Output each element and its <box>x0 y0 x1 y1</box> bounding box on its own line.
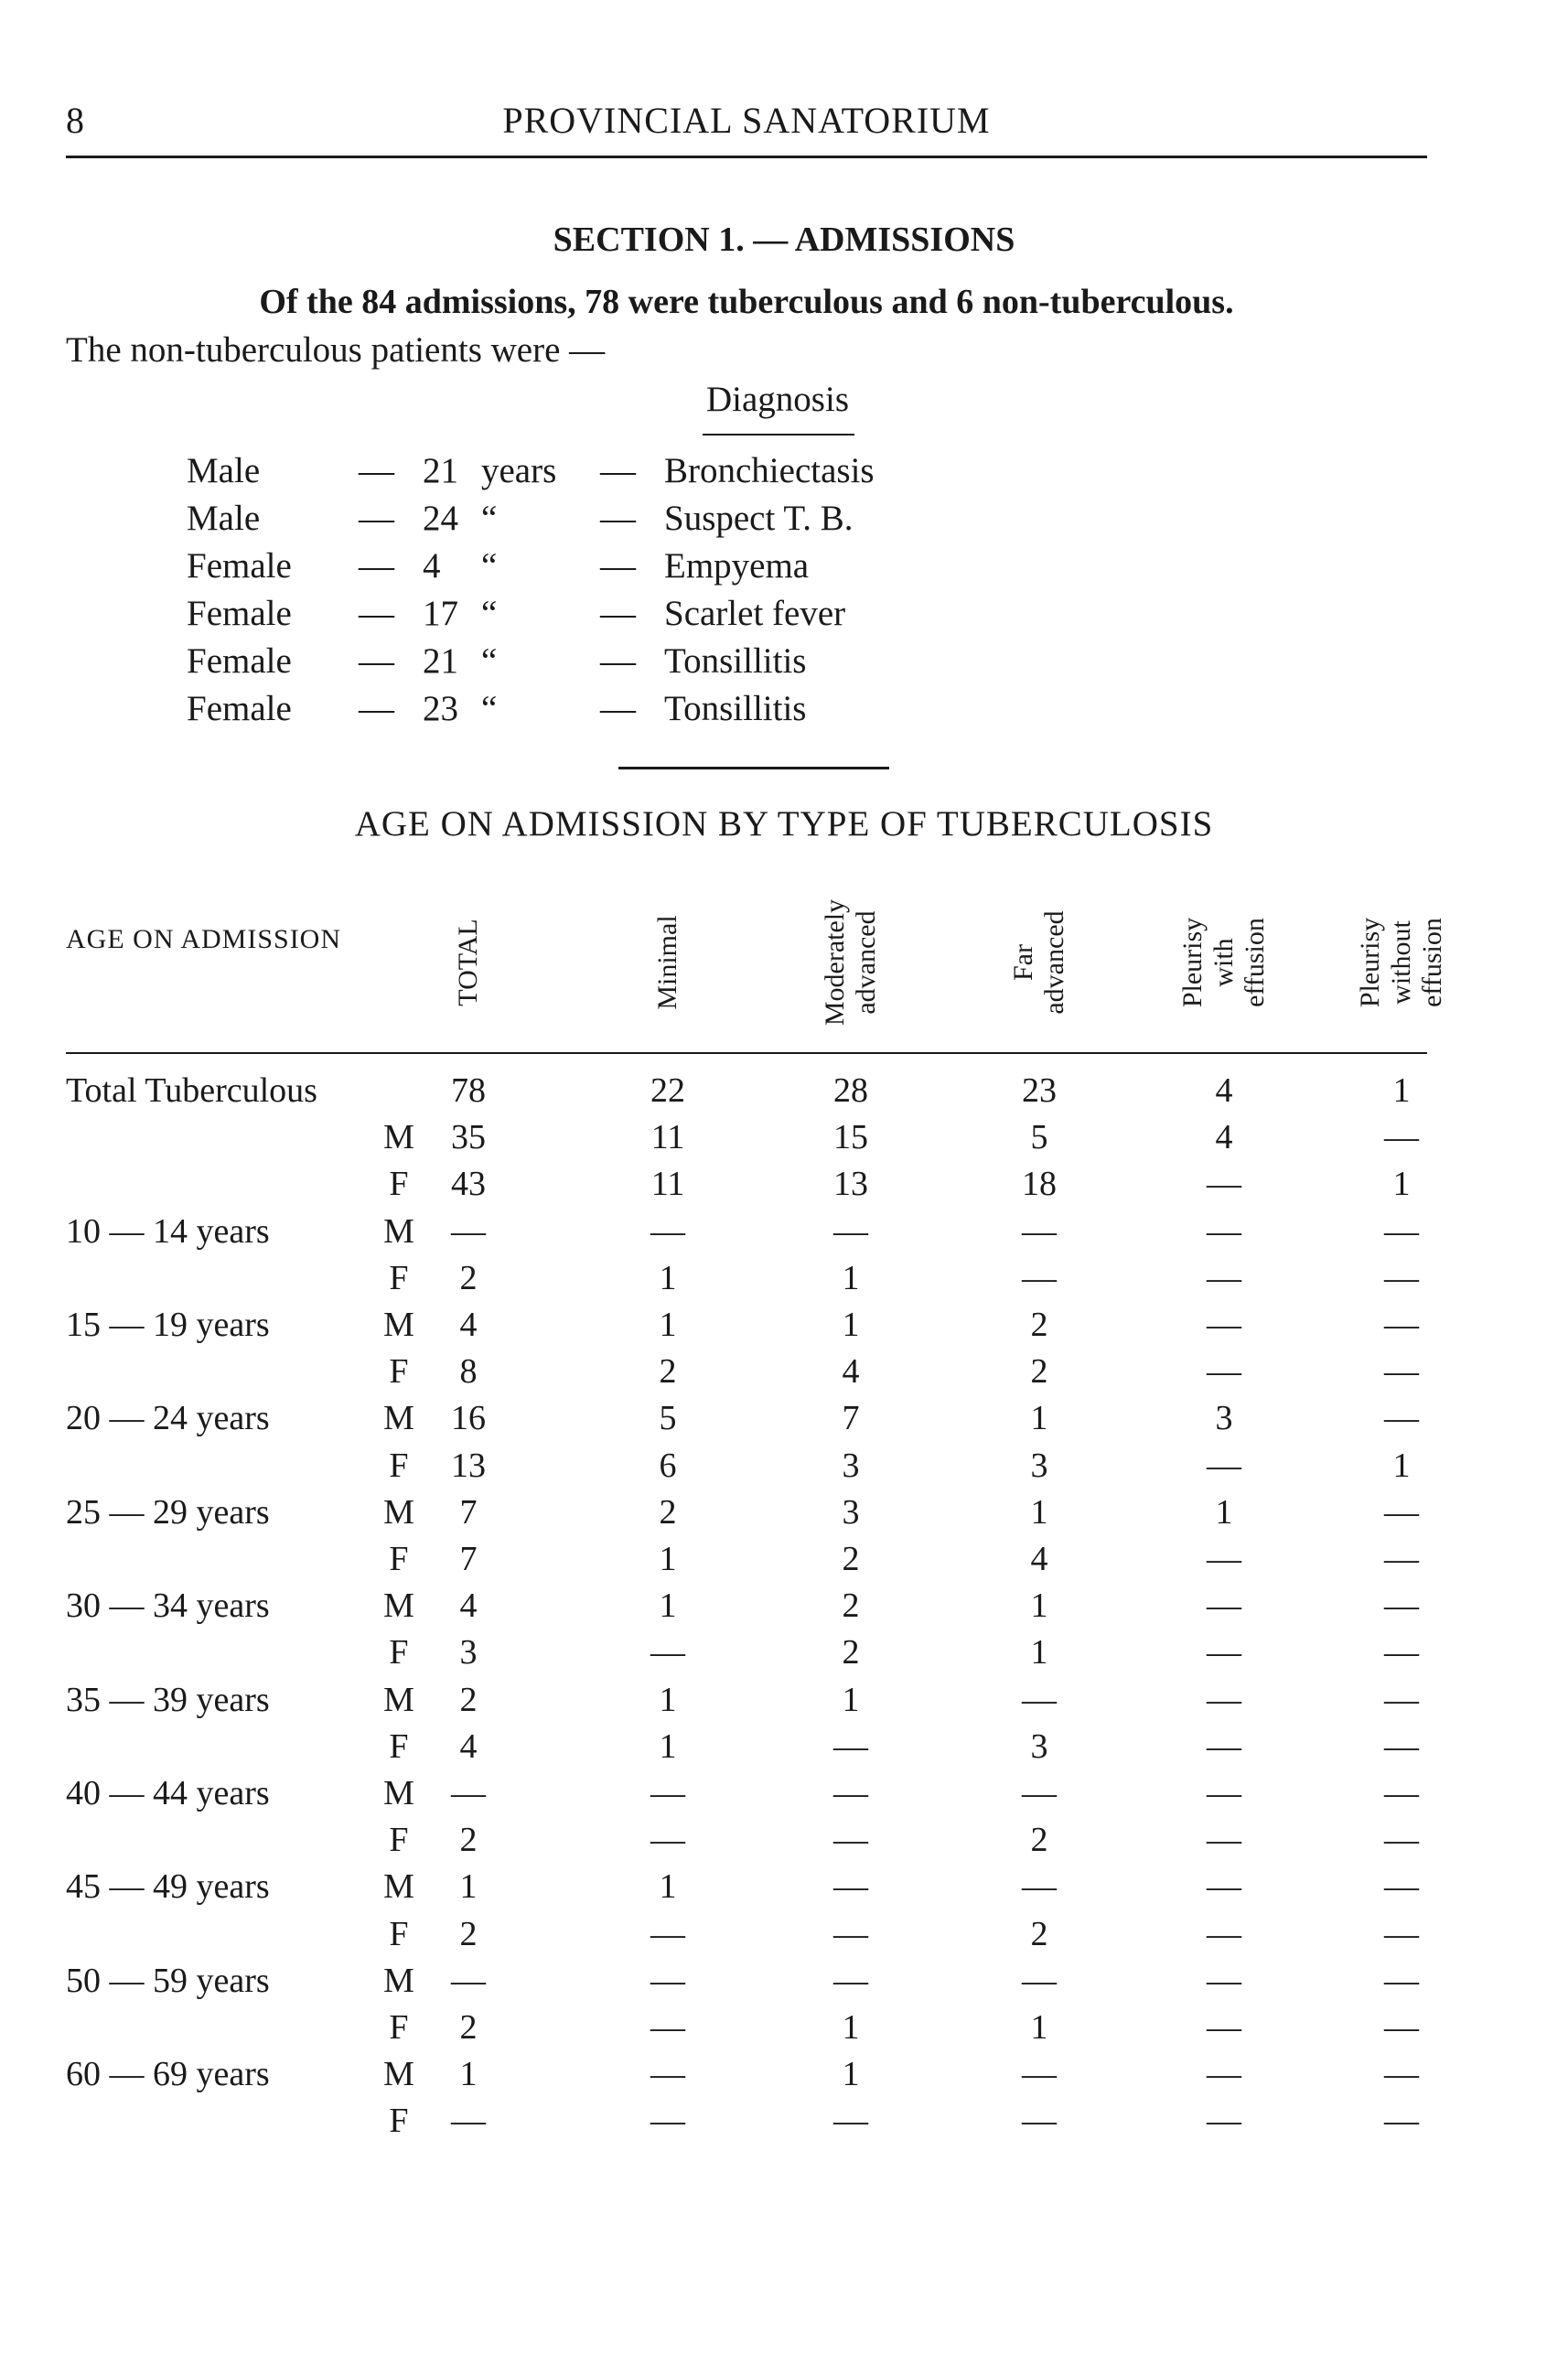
table-cell: — <box>1384 1726 1419 1766</box>
column-header-line: Far <box>1008 944 1038 982</box>
table-cell: 3 <box>1030 1446 1048 1485</box>
row-sex: M <box>383 1586 414 1626</box>
table-cell: 1 <box>659 1258 677 1297</box>
table-cell: — <box>1207 1961 1241 2000</box>
table-cell: — <box>650 2055 685 2094</box>
table-cell: 2 <box>1030 1352 1048 1392</box>
table-cell: — <box>833 1211 868 1251</box>
table-cell: 4 <box>1030 1540 1048 1578</box>
table-cell: — <box>833 1726 868 1766</box>
row-label: 50 — 59 years <box>66 1961 270 2000</box>
nt-dash1: — <box>359 641 394 681</box>
row-sex: M <box>383 1867 414 1907</box>
table-cell: 4 <box>459 1306 478 1344</box>
nt-diagnosis: Tonsillitis <box>664 641 807 681</box>
row-label: 40 — 44 years <box>66 1774 270 1812</box>
table-row <box>0 1446 1568 1493</box>
table-cell: — <box>1384 1961 1419 2000</box>
table-cell: 4 <box>459 1726 478 1766</box>
nt-sex: Female <box>187 546 292 586</box>
table-cell: 11 <box>650 1165 685 1204</box>
column-header-line: without <box>1386 920 1416 1005</box>
lead-sentence: The non-tuberculous patients were — <box>66 330 606 370</box>
table-cell: 1 <box>842 2008 860 2047</box>
row-sex: M <box>383 2055 414 2094</box>
row-sex: F <box>389 1352 409 1392</box>
table-cell: — <box>1207 1586 1241 1626</box>
row-sex: M <box>383 1680 414 1719</box>
nt-age: 23 <box>423 689 458 728</box>
table-cell: 1 <box>1030 1399 1048 1438</box>
table-cell: 1 <box>459 2055 478 2094</box>
non-tuberculous-row <box>0 498 1568 545</box>
table-cell: — <box>1384 1399 1419 1438</box>
table-cell: 2 <box>842 1586 860 1626</box>
table-cell: — <box>833 1961 868 2000</box>
table-cell: 4 <box>1215 1118 1233 1157</box>
table-cell: — <box>650 1821 685 1860</box>
nt-unit: “ <box>481 689 498 728</box>
page-number: 8 <box>66 100 84 141</box>
row-sex: F <box>389 2008 409 2047</box>
running-title: PROVINCIAL SANATORIUM <box>502 100 991 141</box>
table-row <box>0 1351 1568 1399</box>
table-cell: 7 <box>459 1540 478 1578</box>
table-cell: 1 <box>1030 2008 1048 2047</box>
nt-dash2: — <box>600 499 636 538</box>
table-cell: 2 <box>842 1633 860 1672</box>
table-cell: — <box>1207 1258 1241 1297</box>
column-header-line: Pleurisy <box>1355 917 1385 1008</box>
nt-diagnosis: Bronchiectasis <box>664 451 875 490</box>
nt-dash2: — <box>600 689 636 728</box>
table-row <box>0 1164 1568 1211</box>
table-cell: — <box>451 1211 486 1251</box>
table-cell: 3 <box>1215 1399 1233 1438</box>
table-cell: 2 <box>459 2008 478 2047</box>
nt-sex: Female <box>187 641 292 681</box>
table-cell: — <box>1207 2008 1241 2047</box>
nt-age: 17 <box>423 594 458 633</box>
table-cell: — <box>1384 1492 1419 1532</box>
row-sex: F <box>389 2102 409 2141</box>
table-cell: — <box>1384 1821 1419 1860</box>
table-cell: — <box>1022 2055 1057 2094</box>
table-cell: — <box>1207 1306 1241 1344</box>
table-cell: — <box>1207 1774 1241 1812</box>
row-label: 10 — 14 years <box>66 1211 270 1251</box>
table-row <box>0 1539 1568 1586</box>
table-cell: — <box>1022 2102 1057 2141</box>
row-sex: M <box>383 1306 414 1344</box>
table-cell: — <box>833 1774 868 1812</box>
row-sex: M <box>383 1211 414 1251</box>
nt-dash2: — <box>600 546 636 586</box>
table-cell: 7 <box>459 1492 478 1532</box>
table-cell: 13 <box>451 1446 486 1485</box>
table-cell: — <box>1384 1680 1419 1719</box>
table-cell: 5 <box>659 1399 677 1438</box>
non-tuberculous-row <box>0 545 1568 593</box>
section-divider <box>618 767 889 769</box>
row-sex: F <box>389 1540 409 1578</box>
table-row <box>0 1961 1568 2008</box>
row-sex: F <box>389 1914 409 1953</box>
row-sex: M <box>383 1399 414 1438</box>
page-header <box>66 99 1427 158</box>
table-cell: — <box>1022 1680 1057 1719</box>
table-cell: 3 <box>842 1492 860 1532</box>
nt-sex: Female <box>187 594 292 633</box>
table-cell: 43 <box>451 1165 486 1204</box>
table-cell: 13 <box>833 1165 868 1204</box>
table-cell: — <box>1207 1165 1241 1204</box>
table-cell: 1 <box>659 1306 677 1344</box>
column-header <box>1355 918 1448 1007</box>
nt-unit: “ <box>481 499 498 538</box>
table-cell: — <box>650 1914 685 1953</box>
table-cell: 1 <box>459 1867 478 1907</box>
table-cell: — <box>1207 1914 1241 1953</box>
table-cell: — <box>1384 1211 1419 1251</box>
column-header <box>1008 910 1070 1014</box>
non-tuberculous-row <box>0 450 1568 498</box>
non-tuberculous-row <box>0 688 1568 736</box>
non-tuberculous-row <box>0 640 1568 688</box>
table-cell: 1 <box>1030 1586 1048 1626</box>
table-cell: — <box>833 2102 868 2141</box>
table-cell: — <box>650 1633 685 1672</box>
table-row <box>0 1117 1568 1165</box>
row-sex: F <box>389 1726 409 1766</box>
nt-sex: Male <box>187 451 261 490</box>
diagnosis-underline <box>703 434 854 436</box>
nt-dash1: — <box>359 546 394 586</box>
table-cell: — <box>1207 1633 1241 1672</box>
table-cell: 3 <box>842 1446 860 1485</box>
column-header <box>820 899 882 1026</box>
table-row <box>0 1586 1568 1633</box>
diagnosis-heading: Diagnosis <box>706 380 849 419</box>
nt-unit: “ <box>481 546 498 586</box>
row-sex: M <box>383 1774 414 1812</box>
nt-diagnosis: Tonsillitis <box>664 689 807 728</box>
table-cell: — <box>833 1914 868 1953</box>
table-row <box>0 1866 1568 1914</box>
table-cell: 2 <box>459 1258 478 1297</box>
nt-sex: Female <box>187 689 292 728</box>
table-cell: — <box>1207 1680 1241 1719</box>
table-row <box>0 1726 1568 1774</box>
nt-unit: “ <box>481 641 498 681</box>
table-cell: — <box>1384 1540 1419 1578</box>
table-cell: — <box>650 2102 685 2141</box>
row-label: 45 — 49 years <box>66 1867 270 1907</box>
table-cell: 1 <box>659 1726 677 1766</box>
row-label: 60 — 69 years <box>66 2055 270 2094</box>
nt-dash1: — <box>359 451 394 490</box>
table-cell: — <box>1207 1726 1241 1766</box>
table-row <box>0 1914 1568 1962</box>
nt-age: 21 <box>423 451 458 490</box>
column-header-line: TOTAL <box>453 919 483 1006</box>
column-header-line: effusion <box>1417 918 1447 1007</box>
column-header <box>1177 918 1271 1007</box>
table-cell: 11 <box>650 1118 685 1157</box>
table-cell: 3 <box>1030 1726 1048 1766</box>
table-cell: — <box>1022 1961 1057 2000</box>
row-sex: F <box>389 1821 409 1860</box>
table-row <box>0 1398 1568 1446</box>
table-cell: — <box>1207 1352 1241 1392</box>
table-cell: 1 <box>659 1680 677 1719</box>
row-label: Total Tuberculous <box>66 1071 317 1110</box>
nt-unit: years <box>481 451 557 490</box>
table-row <box>0 2007 1568 2055</box>
table-cell: — <box>451 1961 486 2000</box>
table-row <box>0 1680 1568 1727</box>
table-cell: — <box>1384 1633 1419 1672</box>
table-cell: — <box>1022 1258 1057 1297</box>
column-header-line: effusion <box>1240 918 1270 1007</box>
table-cell: — <box>1384 2008 1419 2047</box>
row-label: 35 — 39 years <box>66 1680 270 1719</box>
non-tuberculous-row <box>0 593 1568 640</box>
table-cell: 2 <box>842 1540 860 1578</box>
table-row <box>0 1305 1568 1352</box>
row-label: 30 — 34 years <box>66 1586 270 1626</box>
table-cell: 1 <box>1392 1071 1411 1110</box>
table-cell: 1 <box>659 1586 677 1626</box>
table-cell: 18 <box>1022 1165 1057 1204</box>
table-cell: 78 <box>451 1071 486 1110</box>
table-cell: — <box>1207 1821 1241 1860</box>
table-cell: 6 <box>659 1446 677 1485</box>
table-cell: 16 <box>451 1399 486 1438</box>
nt-dash2: — <box>600 451 636 490</box>
row-label: 20 — 24 years <box>66 1399 270 1438</box>
table-cell: — <box>1207 1211 1241 1251</box>
table-cell: — <box>650 2008 685 2047</box>
table-cell: — <box>650 1774 685 1812</box>
table-row <box>0 1492 1568 1540</box>
table-title: AGE ON ADMISSION BY TYPE OF TUBERCULOSIS <box>354 804 1214 844</box>
table-cell: 5 <box>1030 1118 1048 1157</box>
intro-sentence: Of the 84 admissions, 78 were tuberculous and 6 non-tuberculous. <box>259 283 1234 321</box>
nt-age: 4 <box>423 546 441 586</box>
table-row <box>0 1258 1568 1306</box>
column-header <box>652 915 683 1009</box>
table-cell: — <box>1384 2102 1419 2141</box>
nt-dash2: — <box>600 641 636 681</box>
table-cell: 1 <box>1030 1492 1048 1532</box>
table-cell: — <box>1384 1118 1419 1157</box>
table-cell: — <box>1022 1211 1057 1251</box>
table-row <box>0 1211 1568 1259</box>
table-cell: 1 <box>1392 1446 1411 1485</box>
column-header-line: Pleurisy <box>1177 917 1208 1008</box>
table-cell: 2 <box>1030 1821 1048 1860</box>
nt-dash1: — <box>359 689 394 728</box>
row-sex: M <box>383 1961 414 2000</box>
table-cell: 2 <box>1030 1914 1048 1953</box>
column-header-line: advanced <box>851 910 881 1015</box>
table-cell: 1 <box>842 1258 860 1297</box>
row-label: 15 — 19 years <box>66 1306 270 1344</box>
table-cell: 15 <box>833 1118 868 1157</box>
row-label: 25 — 29 years <box>66 1492 270 1532</box>
table-cell: 35 <box>451 1118 486 1157</box>
row-sex: F <box>389 1446 409 1485</box>
table-cell: — <box>650 1961 685 2000</box>
table-cell: — <box>451 2102 486 2141</box>
column-header-line: with <box>1208 938 1239 987</box>
table-cell: 7 <box>842 1399 860 1438</box>
table-cell: — <box>1207 1446 1241 1485</box>
table-cell: — <box>1384 1914 1419 1953</box>
table-row <box>0 2054 1568 2102</box>
row-sex: M <box>383 1118 414 1157</box>
table-cell: 1 <box>842 2055 860 2094</box>
table-cell: — <box>1207 2102 1241 2141</box>
table-cell: 4 <box>1215 1071 1233 1110</box>
table-cell: 1 <box>1030 1633 1048 1672</box>
table-row <box>0 2101 1568 2148</box>
section-title: SECTION 1. — ADMISSIONS <box>553 220 1015 259</box>
age-column-header: AGE ON ADMISSION <box>66 924 342 954</box>
table-cell: 28 <box>833 1071 868 1110</box>
table-cell: 1 <box>1392 1165 1411 1204</box>
table-cell: — <box>1384 1352 1419 1392</box>
table-cell: — <box>1207 2055 1241 2094</box>
row-sex: F <box>389 1258 409 1297</box>
table-cell: — <box>1384 2055 1419 2094</box>
table-cell: — <box>833 1867 868 1907</box>
row-sex: M <box>383 1492 414 1532</box>
table-cell: — <box>1207 1867 1241 1907</box>
table-cell: 22 <box>650 1071 685 1110</box>
table-cell: — <box>1384 1258 1419 1297</box>
column-header-line: advanced <box>1039 910 1069 1015</box>
table-cell: — <box>1207 1540 1241 1578</box>
table-cell: — <box>1384 1867 1419 1907</box>
table-cell: — <box>1022 1774 1057 1812</box>
row-sex: F <box>389 1633 409 1672</box>
column-header-line: Moderately <box>820 898 850 1027</box>
table-cell: 4 <box>459 1586 478 1626</box>
table-cell: 8 <box>459 1352 478 1392</box>
table-row <box>0 1632 1568 1680</box>
column-header-line: Minimal <box>652 915 682 1010</box>
table-cell: — <box>833 1821 868 1860</box>
table-cell: — <box>1384 1774 1419 1812</box>
table-cell: 2 <box>459 1680 478 1719</box>
table-cell: 1 <box>659 1540 677 1578</box>
table-cell: 1 <box>659 1867 677 1907</box>
table-cell: 2 <box>1030 1306 1048 1344</box>
table-cell: 2 <box>659 1492 677 1532</box>
table-row <box>0 1070 1568 1118</box>
nt-diagnosis: Suspect T. B. <box>664 499 854 538</box>
table-cell: 23 <box>1022 1071 1057 1110</box>
nt-diagnosis: Empyema <box>664 546 810 586</box>
nt-dash1: — <box>359 594 394 633</box>
table-cell: 4 <box>842 1352 860 1392</box>
table-row <box>0 1820 1568 1867</box>
table-cell: — <box>451 1774 486 1812</box>
row-sex: F <box>389 1165 409 1204</box>
nt-age: 24 <box>423 499 458 538</box>
table-cell: 2 <box>459 1914 478 1953</box>
nt-dash1: — <box>359 499 394 538</box>
table-cell: 2 <box>659 1352 677 1392</box>
nt-age: 21 <box>423 641 458 681</box>
table-cell: 1 <box>842 1680 860 1719</box>
header-rule <box>66 1052 1427 1054</box>
nt-sex: Male <box>187 499 261 538</box>
table-row <box>0 1773 1568 1821</box>
table-cell: — <box>1384 1586 1419 1626</box>
table-cell: — <box>650 1211 685 1251</box>
nt-dash2: — <box>600 594 636 633</box>
table-cell: 1 <box>1215 1492 1233 1532</box>
column-header <box>453 919 484 1005</box>
table-cell: — <box>1022 1867 1057 1907</box>
nt-diagnosis: Scarlet fever <box>664 594 846 633</box>
table-cell: 1 <box>842 1306 860 1344</box>
table-cell: 2 <box>459 1821 478 1860</box>
table-cell: — <box>1384 1306 1419 1344</box>
nt-unit: “ <box>481 594 498 633</box>
table-cell: 3 <box>459 1633 478 1672</box>
